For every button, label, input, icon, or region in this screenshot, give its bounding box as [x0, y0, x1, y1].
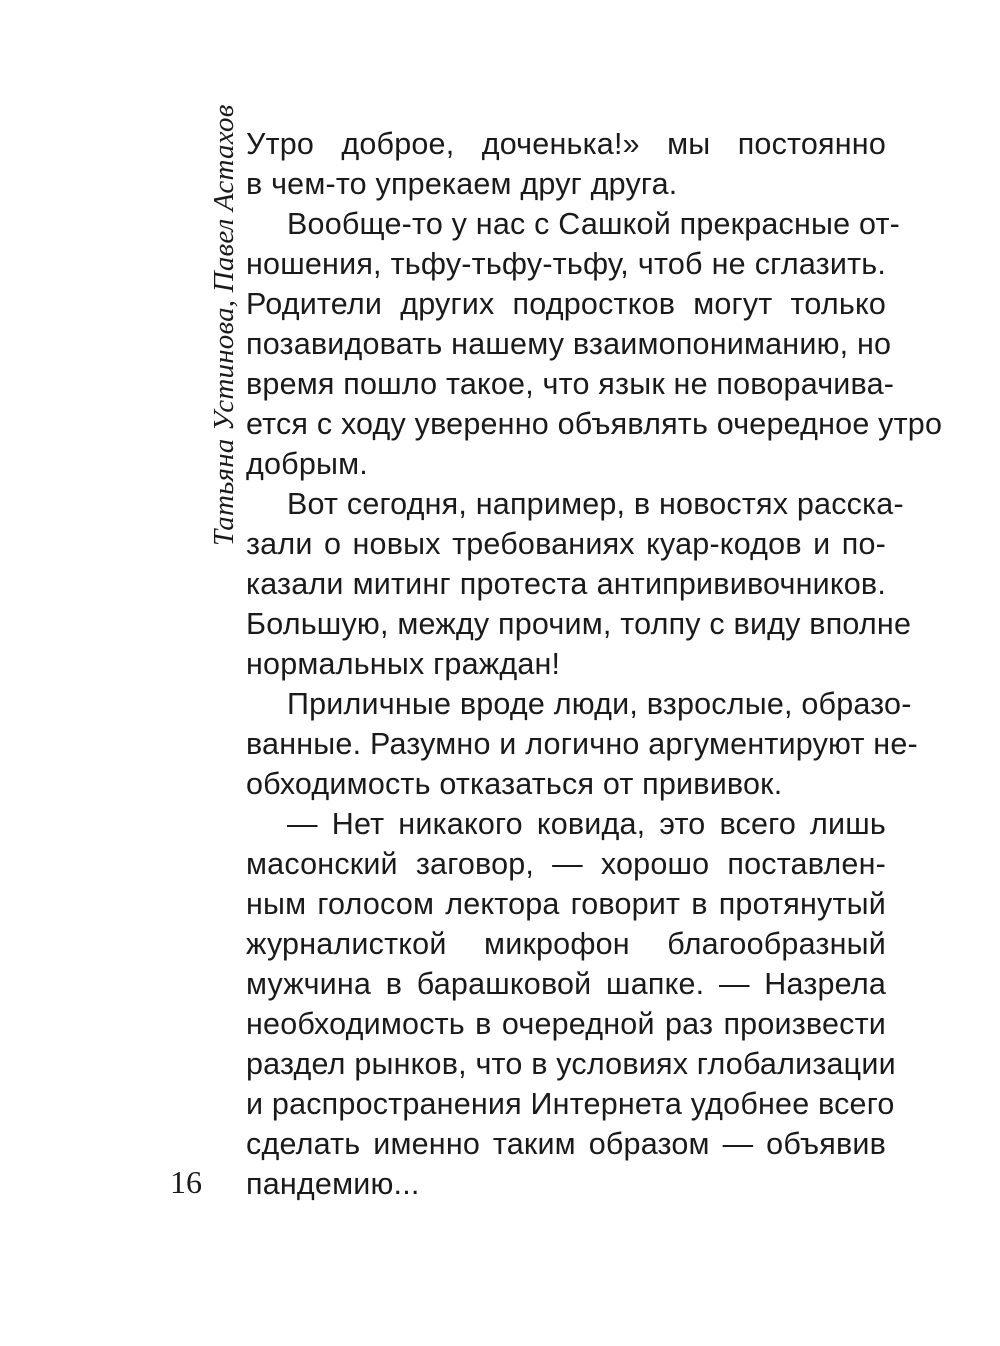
text-line: казали митинг протеста антипрививочников. [246, 567, 886, 601]
text-line: зали о новых требованиях куар-кодов и по- [246, 527, 886, 561]
text-line: обходимость отказаться от прививок. [246, 767, 783, 801]
text-line: необходимость в очередной раз произвести [246, 1007, 886, 1041]
text-line: добрым. [246, 447, 368, 481]
text-line: масонский заговор, — хорошо поставлен- [246, 847, 886, 881]
text-line: сделать именно таким образом — объявив [246, 1127, 886, 1161]
text-line: пандемию... [246, 1167, 420, 1201]
text-line: Приличные вроде люди, взрослые, образо- [287, 687, 912, 721]
running-head-authors: Татьяна Устинова, Павел Астахов [208, 104, 240, 546]
text-line: Вот сегодня, например, в новостях расска- [287, 487, 904, 521]
text-line: Родители других подростков могут только [246, 287, 886, 321]
text-line: нормальных граждан! [246, 647, 561, 681]
body-text [246, 124, 943, 1204]
text-line: Утро доброе, доченька!» мы постоянно [246, 127, 886, 161]
text-line: — Нет никакого ковида, это всего лишь [287, 807, 886, 841]
text-line: ным голосом лектора говорит в протянутый [246, 887, 886, 921]
text-line: позавидовать нашему взаимопониманию, но [246, 327, 892, 361]
text-line: ванные. Разумно и логично аргументируют не- [246, 727, 918, 761]
text-line: журналисткой микрофон благообразный [246, 927, 886, 961]
text-line: ется с ходу уверенно объявлять очередное утро [246, 407, 943, 441]
text-line: раздел рынков, что в условиях глобализации [246, 1047, 896, 1081]
text-line: ношения, тьфу-тьфу-тьфу, чтоб не сглазить. [246, 247, 886, 281]
text-line: Вообще-то у нас с Сашкой прекрасные от- [287, 207, 900, 241]
text-line: в чем-то упрекаем друг друга. [246, 167, 678, 201]
text-line: мужчина в барашковой шапке. — Назрела [246, 967, 886, 1001]
page-number: 16 [170, 1164, 202, 1200]
text-line: Большую, между прочим, толпу с виду вполне [246, 607, 912, 641]
text-line: время пошло такое, что язык не поворачива- [246, 367, 895, 401]
text-line: и распространения Интернета удобнее всего [246, 1087, 895, 1121]
